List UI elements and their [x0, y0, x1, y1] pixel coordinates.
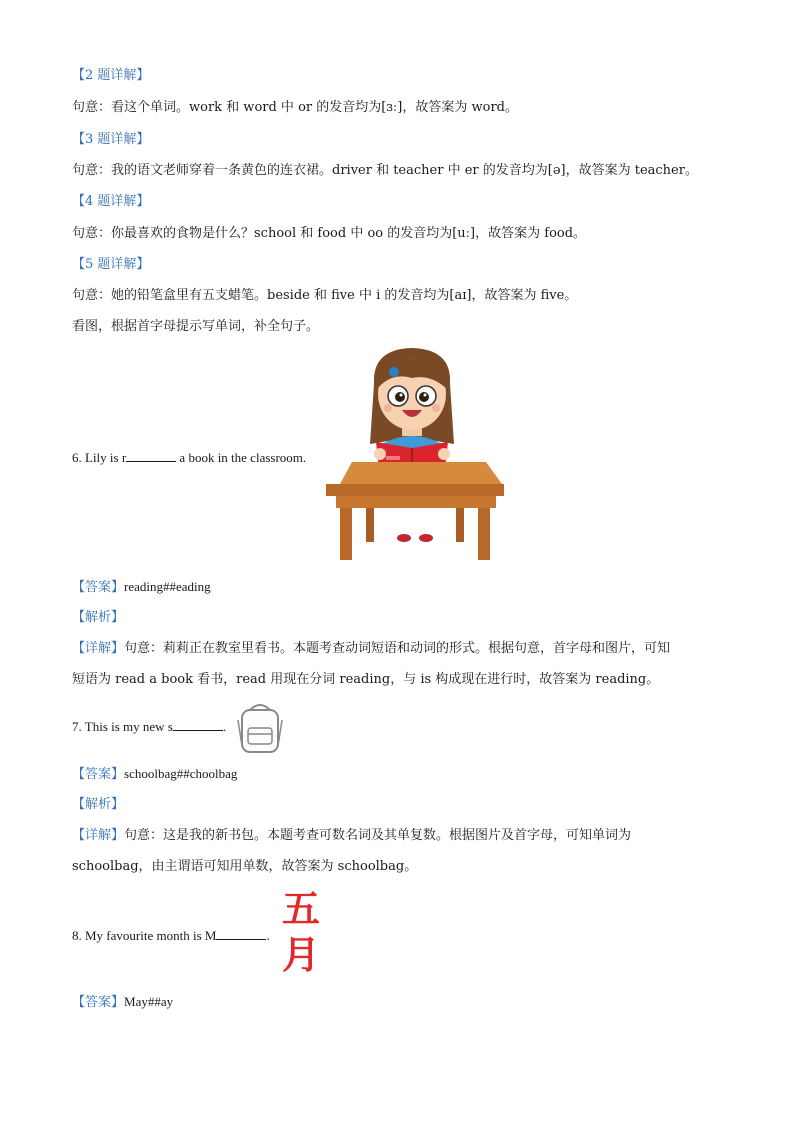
section-5-text: 句意：她的铅笔盒里有五支蜡笔。beside 和 five 中 i 的发音均为[aɪ]，故答案为 five。	[72, 288, 578, 303]
answer-blank[interactable]	[126, 449, 176, 462]
question-8: 8. My favourite month is M .	[72, 928, 270, 943]
may-characters-picture: 五 月	[281, 886, 320, 977]
answer-blank[interactable]	[216, 927, 266, 940]
section-3-heading: 【3 题详解】	[72, 132, 150, 147]
section-4-text: 句意：你最喜欢的食物是什么？school 和 food 中 oo 的发音均为[uː]，故答案为 food。	[72, 226, 587, 241]
section-2-heading: 【2 题详解】	[72, 68, 150, 83]
girl-reading-illustration	[322, 344, 506, 564]
q7-answer: 【答案】schoolbag##choolbag	[72, 766, 238, 782]
schoolbag-illustration	[232, 700, 288, 756]
q7-detail-line-2: schoolbag，由主谓语可知用单数，故答案为 schoolbag。	[72, 859, 418, 874]
question-7: 7. This is my new s .	[72, 719, 227, 734]
section-5-heading: 【5 题详解】	[72, 257, 150, 272]
q7-detail-line-1: 【详解】句意：这是我的新书包。本题考查可数名词及其单复数。根据图片及首字母，可知单词为	[72, 828, 632, 843]
section-3-text: 句意：我的语文老师穿着一条黄色的连衣裙。driver 和 teacher 中 er 的发音均为[ə]，故答案为 teacher。	[72, 163, 698, 178]
section-2-text: 句意：看这个单词。work 和 word 中 or 的发音均为[ɜː]，故答案为 word。	[72, 100, 518, 115]
q8-answer: 【答案】May##ay	[72, 994, 174, 1010]
section-4-heading: 【4 题详解】	[72, 194, 150, 209]
instruction: 看图，根据首字母提示写单词，补全句子。	[72, 319, 320, 334]
q6-answer: 【答案】reading##eading	[72, 579, 211, 595]
question-6: 6. Lily is r a book in the classroom.	[72, 450, 307, 465]
q6-detail-line-1: 【详解】句意：莉莉正在教室里看书。本题考查动词短语和动词的形式。根据句意，首字母和图片，可知	[72, 641, 671, 656]
q7-analysis-heading: 【解析】	[72, 797, 125, 812]
q6-detail-line-2: 短语为 read a book 看书，read 用现在分词 reading，与 is 构成现在进行时，故答案为 reading。	[72, 672, 660, 687]
answer-blank[interactable]	[173, 718, 223, 731]
q6-analysis-heading: 【解析】	[72, 610, 125, 625]
